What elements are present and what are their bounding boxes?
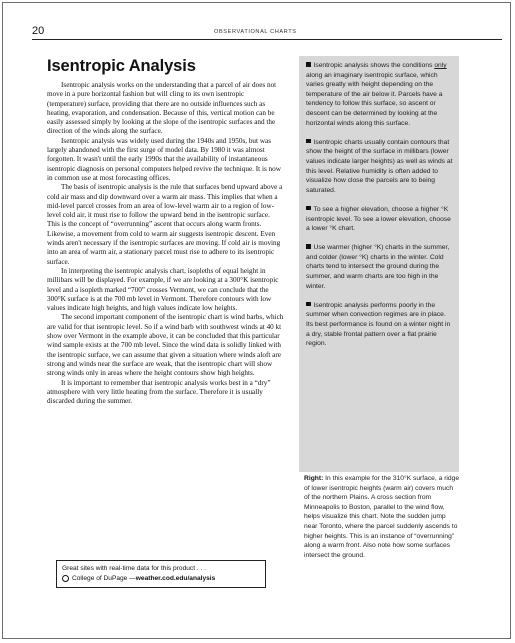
- sidebar-item-text: Isentropic analysis performs poorly in the summer when convection regimes are in place. Its best performance is found on a winter night in a dry, stable frontal pattern over a flat prairie region.: [306, 301, 451, 348]
- square-bullet-icon: [306, 302, 311, 307]
- sidebar-item-text: Use warmer (higher °K) charts in the summer, and colder (lower °K) charts in the winter. Cold charts tend to intersect the ground during the summer, and warm charts are too high in the winter.: [306, 244, 450, 290]
- article-paragraph: It is important to remember that isentropic analysis works best in a “dry” atmosphere with very little heating from the surface. Therefore it is usually discarded during the summer.: [47, 378, 271, 406]
- article-paragraph: Isentropic analysis works on the understanding that a parcel of air does not move in a pure horizontal fashion but will cling to its own isentropic (temperature) surface, providing that there are no outside influences such as heating, evaporation, and condensation. Because of this, vertical motion can be easily assessed simply by looking at the slope of the isentropic surfaces and the direction of the winds along the surface.: [47, 81, 277, 136]
- article-body: [47, 81, 284, 406]
- emphasized-word: only: [434, 62, 447, 69]
- article-paragraph: The second important component of the isentropic chart is wind barbs, which are valid for that isentropic level. So if a wind barb with southwest winds at 40 kt show over Vermont in the example above, it can be concluded that this particular wind sample exists at the 700 mb level. Since the wind data is solidly linked with the isentropic surface, we can assume that given a situation where winds aloft are strong and winds near the surface are weak, that the isentropic chart will show strong winds only in areas where the height contours show high heights.: [47, 313, 284, 378]
- sidebar-item-text: To see a higher elevation, choose a higher °K isentropic level. To see a lower elevation, choose a lower °K chart.: [306, 205, 451, 233]
- square-bullet-icon: [306, 62, 311, 67]
- circle-bullet-icon: [62, 575, 69, 582]
- running-head: OBSERVATIONAL CHARTS: [214, 29, 297, 35]
- page-number: 20: [32, 25, 45, 37]
- article-title: Isentropic Analysis: [47, 57, 196, 75]
- site-url-link[interactable]: weather.cod.edu/analysis: [135, 574, 216, 582]
- caption-label: Right:: [304, 475, 324, 482]
- sidebar-item-text: along an imaginary isentropic surface, which varies greatly with height depending on the temperature of the air below it. Parcels have a tendency to follow this surface, so ascent or descent can be determined by looking at the horizontal winds along this surface.: [306, 71, 443, 127]
- header-rule: [32, 39, 502, 40]
- article-paragraph: Isentropic analysis was widely used during the 1940s and 1950s, but was largely abandoned with the first surge of model data. By 1980 it was almost forgotten. It wasn't until the early 1990s that the availability of instantaneous isentropic diagnosis on personal computers helped revive the technique. It is now in common use at most forecasting offices.: [47, 136, 281, 182]
- square-bullet-icon: [306, 139, 311, 144]
- key-points-sidebar: [299, 56, 459, 472]
- sidebar-item: [306, 243, 454, 291]
- square-bullet-icon: [306, 206, 311, 211]
- sidebar-item-text: Isentropic charts usually contain contours that show the height of the surface in millibars (lower values indicate larger heights) as well as winds at this level. Relative humidity is often added to visualize how close the parcels are to being saturated.: [306, 138, 453, 194]
- site-name: College of DuPage —: [72, 574, 136, 582]
- great-sites-box: [56, 560, 266, 588]
- caption-text: In this example for the 310°K surface, a ridge of lower isentropic heights (warm air) covers much of the northern Plains. A cross section from Minneapolis to Boston, parallel to the wind flow, helps visualize this chart. Note the sudden jump near Toronto, where the parcel suddenly ascends to higher heights. This is an instance of “overrunning” along a warm front. Also note how some surfaces intersect the ground.: [304, 475, 460, 559]
- great-sites-entry: [62, 574, 260, 584]
- sidebar-item: [306, 138, 454, 196]
- article-paragraph: The basis of isentropic analysis is the rule that surfaces bend upward above a cold air mass and dip downward over a warm air mass. This implies that when a mid-level parcel crosses from an area of low-level warm air to a region of low-level cold air, it must rise to follow the upward bend in the isentropic surface. This is the concept of “overrunning” ascent that occurs along warm fronts. Likewise, a movement from cold to warm air suggests isentropic descent. Even winds aren't necessary if the isentropic surfaces are moving. If cold air is moving into an area of warm air, a stationary parcel must rise to adhere to its isentropic surface.: [47, 183, 283, 266]
- sidebar-item: [306, 205, 454, 234]
- sidebar-item: [306, 61, 454, 128]
- figure-caption: [304, 474, 460, 560]
- article-paragraph: In interpreting the isentropic analysis chart, isopleths of equal height in millibars will be displayed. For example, if we are looking at a 300°K isentropic level and a isopleth marked “700” crosses Vermont, we can conclude that the 300°K surface is at the 700 mb level in Vermont. Therefore contours with low values indicate high heights, and high values indicate low heights.: [47, 266, 279, 313]
- square-bullet-icon: [306, 244, 311, 249]
- sidebar-item: [306, 301, 454, 349]
- great-sites-intro: Great sites with real-time data for this product . . .: [62, 565, 207, 572]
- sidebar-item-text: Isentropic analysis shows the conditions: [313, 62, 435, 69]
